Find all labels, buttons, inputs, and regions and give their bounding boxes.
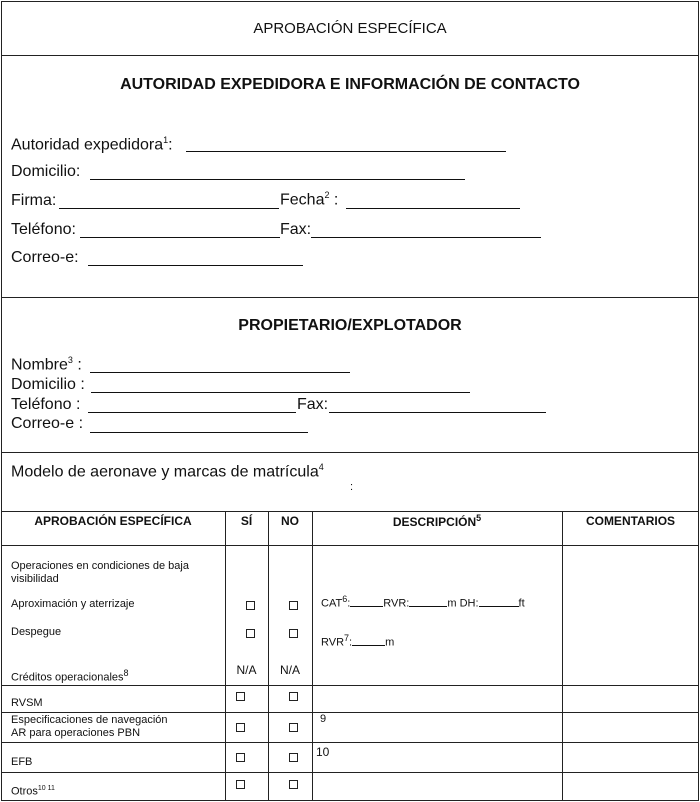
authority-fax-field[interactable] [311,237,541,238]
pbn-no-checkbox[interactable] [289,723,298,732]
owner-section-title: PROPIETARIO/EXPLOTADOR [238,317,462,334]
owner-email-field[interactable] [90,432,308,433]
authority-email-label: Correo-e: [11,249,79,266]
rvsm-no-checkbox[interactable] [289,692,298,701]
table-row-divider [1,712,699,713]
pbn-label-line2: AR para operaciones PBN [11,727,141,739]
signature-label: Firma: [11,192,57,209]
authority-phone-field[interactable] [80,237,280,238]
rvsm-label: RVSM [11,697,43,709]
others-no-checkbox[interactable] [289,780,298,789]
table-col-divider [562,511,563,801]
page-title: APROBACIÓN ESPECÍFICA [253,20,447,37]
date-label: Fecha$^2$ : [280,190,339,209]
authority-fax-label: Fax: [280,221,312,238]
pbn-note: 9 [320,713,327,725]
takeoff-yes-checkbox[interactable] [246,629,255,638]
authority-section-title: AUTORIDAD EXPEDIDORA E INFORMACIÓN DE CONTACTO [120,76,580,93]
authority-address-label: Domicilio: [11,163,81,180]
credits-no-na: N/A [279,663,300,677]
approach-description: CAT$^6$: RVR: m DH: ft [321,594,525,610]
owner-email-label: Correo-e : [11,415,84,432]
owner-name-field[interactable] [90,372,350,373]
owner-fax-field[interactable] [329,412,546,413]
approach-label: Aproximación y aterrizaje [11,598,135,610]
authority-email-field[interactable] [88,265,303,266]
aircraft-label: Modelo de aeronave y marcas de matrícula$^4$ [11,462,324,481]
owner-address-field[interactable] [91,392,470,393]
authority-address-field[interactable] [90,179,465,180]
credits-label: Créditos operacionales$^8$ [11,668,129,684]
table-col-divider [268,511,269,801]
table-col-divider [225,511,226,801]
table-row-divider [1,545,699,546]
owner-name-label: Nombre$^3$ : [11,355,82,374]
efb-no-checkbox[interactable] [289,753,298,762]
efb-label: EFB [11,756,33,768]
owner-phone-label: Teléfono : [11,396,81,413]
approach-yes-checkbox[interactable] [246,601,255,610]
others-yes-checkbox[interactable] [236,780,245,789]
pbn-label-line1: Especificaciones de navegación [11,714,168,726]
header-description: DESCRIPCIÓN$^5$ [392,513,482,529]
low-vis-title: Operaciones en condiciones de baja visibilidad [11,560,189,585]
takeoff-description: RVR$^7$: m [321,633,395,649]
issuing-authority-field[interactable] [186,151,506,152]
table-row-divider [1,742,699,743]
issuing-authority-label: Autoridad expedidora$^1$: [11,135,173,154]
header-approval: APROBACIÓN ESPECÍFICA [34,514,192,528]
header-no: NO [281,514,299,528]
header-yes: SÍ [240,514,253,528]
efb-note: 10 [316,745,330,759]
signature-field[interactable] [59,208,279,209]
rvsm-yes-checkbox[interactable] [236,692,245,701]
approach-no-checkbox[interactable] [289,601,298,610]
table-col-divider [312,511,313,801]
aircraft-colon: : [350,481,354,493]
owner-address-label: Domicilio : [11,376,85,393]
authority-phone-label: Teléfono: [11,221,76,238]
table-row-divider [1,685,699,686]
date-field[interactable] [346,208,520,209]
header-comments: COMENTARIOS [585,514,676,528]
takeoff-no-checkbox[interactable] [289,629,298,638]
owner-phone-field[interactable] [88,412,296,413]
takeoff-label: Despegue [11,626,62,638]
owner-fax-label: Fax: [297,396,329,413]
approval-table [1,511,699,801]
credits-yes-na: N/A [236,663,257,677]
pbn-yes-checkbox[interactable] [236,723,245,732]
table-row-divider [1,772,699,773]
efb-yes-checkbox[interactable] [236,753,245,762]
others-label: Otros$^{10 11}$ [11,785,55,798]
